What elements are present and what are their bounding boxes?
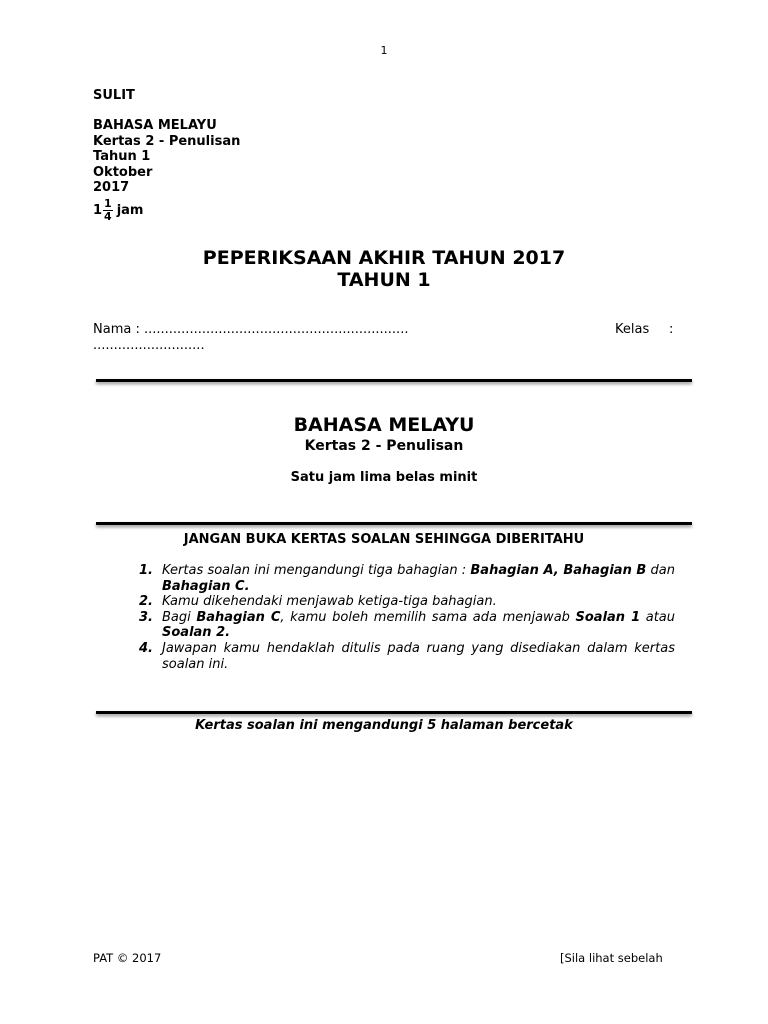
header-paper: Kertas 2 - Penulisan (93, 133, 241, 149)
footer-turn-page: [Sila lihat sebelah (560, 951, 663, 965)
divider-rule (96, 379, 692, 382)
header-month: Oktober (93, 164, 153, 180)
duration-fraction (103, 198, 113, 223)
divider-rule (96, 522, 692, 525)
instruction-fragment: Kamu dikehendaki menjawab ketiga-tiga bahagian. (162, 594, 497, 610)
instruction-item (139, 610, 675, 641)
subject-duration: Satu jam lima belas minit (290, 470, 478, 485)
fraction-denominator: 4 (104, 210, 112, 223)
class-colon: : (669, 322, 674, 337)
exam-title-line2: TAHUN 1 (337, 269, 431, 291)
class-dots: ........................... (93, 338, 205, 353)
header-info-block (93, 118, 240, 196)
pages-note: Kertas soalan ini mengandungi 5 halaman bercetak (195, 718, 573, 733)
class-label: Kelas (615, 322, 650, 337)
instruction-text (162, 594, 675, 610)
instruction-fragment: Kertas soalan ini mengandungi tiga bahagian : (162, 563, 471, 578)
instruction-fragment: Jawapan kamu hendaklah ditulis pada ruang yang disediakan dalam kertas soalan ini. (162, 640, 675, 672)
duration-whole: 1 (93, 203, 103, 218)
instruction-text (162, 610, 675, 641)
instruction-item (139, 563, 675, 594)
divider-rule (96, 711, 692, 714)
instruction-emphasis: Bahagian C (196, 609, 281, 625)
header-duration (93, 198, 143, 223)
instruction-fragment: dan (646, 563, 675, 578)
instruction-fragment: Bagi (162, 609, 197, 625)
instruction-item (139, 641, 675, 672)
instruction-emphasis: Soalan 2. (162, 625, 231, 641)
page-number: 1 (380, 44, 388, 57)
instruction-fragment: atau (640, 609, 675, 625)
name-label: Nama : (93, 322, 140, 337)
exam-title-line1: PEPERIKSAAN AKHIR TAHUN 2017 (202, 247, 566, 269)
instruction-emphasis: Bahagian A, Bahagian B (470, 563, 647, 578)
header-subject: BAHASA MELAYU (93, 118, 217, 133)
fraction-numerator: 1 (104, 197, 112, 210)
instruction-text (162, 563, 675, 594)
instruction-number: 1. (139, 563, 153, 578)
instruction-number: 2. (139, 594, 153, 610)
warning-notice: JANGAN BUKA KERTAS SOALAN SEHINGGA DIBERITAHU (183, 532, 585, 547)
name-field-row (93, 322, 408, 337)
subject-paper: Kertas 2 - Penulisan (304, 438, 464, 454)
instruction-fragment: , kamu boleh memilih sama ada menjawab (280, 609, 576, 625)
header-year-level: Tahun 1 (93, 149, 151, 164)
instruction-emphasis: Soalan 1 (575, 609, 641, 625)
duration-unit: jam (116, 203, 144, 218)
name-dots: ................................................................ (143, 322, 409, 337)
instruction-emphasis: Bahagian C. (162, 578, 250, 594)
header-year: 2017 (93, 180, 130, 195)
instruction-number: 3. (139, 609, 153, 625)
instruction-item (139, 594, 675, 610)
footer-copyright: PAT © 2017 (93, 951, 162, 965)
instructions-list (139, 563, 675, 672)
exam-title (0, 247, 768, 291)
instruction-text (162, 641, 675, 672)
classification-label: SULIT (93, 88, 135, 103)
subject-title: BAHASA MELAYU (293, 414, 475, 436)
instruction-number: 4. (139, 640, 153, 656)
